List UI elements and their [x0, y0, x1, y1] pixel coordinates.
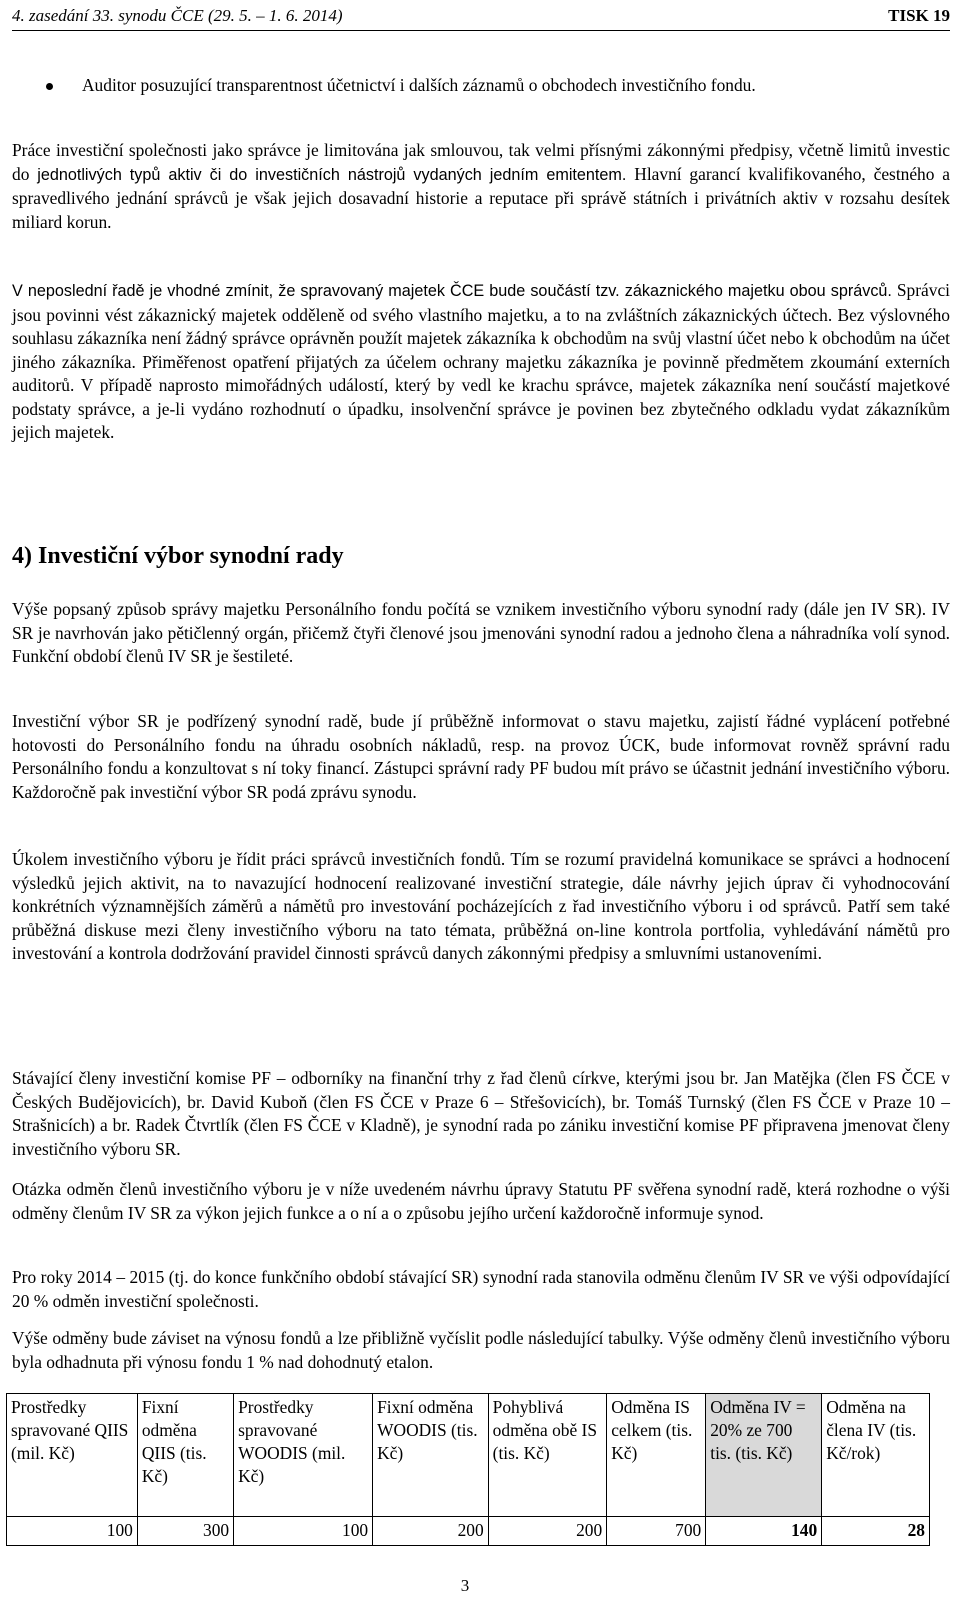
table-cell: 28: [822, 1517, 930, 1546]
table-header-cell: Prostředky spravované WOODIS (mil. Kč): [234, 1394, 373, 1517]
bullet-dot-icon: [46, 83, 53, 90]
paragraph-1: [12, 139, 950, 234]
paragraph-2: [12, 279, 950, 445]
bullet-text: Auditor posuzující transparentnost účetnictví i dalších záznamů o obchodech investičního fondu.: [82, 75, 756, 95]
paragraph-7: Otázka odměn členů investičního výboru je v níže uvedeném návrhu úpravy Statutu PF svěřena synodní radě, která rozhodne o výši odměny členům IV SR za výkon jejich funkce a o ní a o způsobu jejího určení každoročně informuje synod.: [12, 1179, 950, 1223]
paragraph-2-sans: V neposlední řadě je vhodné zmínit, že spravovaný majetek ČCE bude součástí tzv. zákaznického majetku obou správců.: [12, 282, 892, 300]
table-header-cell: Prostředky spravované QIIS (mil. Kč): [7, 1394, 138, 1517]
paragraph-8: Pro roky 2014 – 2015 (tj. do konce funkčního období stávající SR) synodní rada stanovila odměnu členům IV SR ve výši odpovídající 20 % odměn investiční společnosti.: [12, 1267, 950, 1311]
table-cell: 200: [373, 1517, 489, 1546]
page-number: 3: [460, 1576, 470, 1595]
paragraph-9: Výše odměny bude záviset na výnosu fondů a lze přibližně vyčíslit podle následující tabulky. Výše odměny členů investičního výboru byla odhadnuta při výnosu fondu 1 % nad dohodnutý etalon.: [12, 1328, 950, 1372]
header-meeting-info: 4. zasedání 33. synodu ČCE (29. 5. – 1. 6. 2014): [12, 6, 343, 25]
section-heading: 4) Investiční výbor synodní rady: [12, 543, 344, 569]
paragraph-6: Stávající členy investiční komise PF – odborníky na finanční trhy z řad členů církve, kterými jsou br. Jan Matějka (člen FS ČCE v Českých Budějovicích), br. David Kuboň (člen FS ČCE v Praze 6 – Střešovicích), br. Tomáš Turnský (člen FS ČCE v Praze 10 – Strašnicích) a br. Radek Čtvrtlík (člen FS ČCE v Kladně), je synodní rada po zániku investiční komise PF připravena jmenovat členy investičního výboru SR.: [12, 1068, 950, 1159]
table-cell: 300: [137, 1517, 233, 1546]
table-cell: 100: [234, 1517, 373, 1546]
table-header-cell: Pohyblivá odměna obě IS (tis. Kč): [488, 1394, 607, 1517]
table-row: [7, 1517, 930, 1546]
paragraph-1-start: Práce investiční společnosti jako správce je limitována jak smlouvou, tak velmi přísnými zákonnými předpisy, včetně limitů investic do: [12, 140, 950, 184]
table-header-cell: Odměna IV = 20% ze 700 tis. (tis. Kč): [706, 1394, 822, 1517]
table-cell: 700: [607, 1517, 706, 1546]
paragraph-1-sans: jednotlivých typů aktiv či do investičních nástrojů vydaných jedním emitentem.: [37, 165, 627, 184]
paragraph-4: Investiční výbor SR je podřízený synodní radě, bude jí průběžně informovat o stavu majetku, zajistí řádné vyplácení potřebné hotovosti do Personálního fondu na úhradu osobních nákladů, resp. na provoz ÚCK, bude informovat rovněž správní radu Personálního fondu a konzultovat s ní toky financí. Zástupci správní rady PF budou mít právo se účastnit jednání investičního výboru. Každoročně pak investiční výbor SR podá zprávu synodu.: [12, 711, 950, 802]
table-header-cell: Fixní odměna WOODIS (tis. Kč): [373, 1394, 489, 1517]
table-cell: 100: [7, 1517, 138, 1546]
paragraph-2-rest: Správci jsou povinni vést zákaznický majetek odděleně od svého vlastního majetku, a to na zvláštních zákaznických účtech. Bez výslovného souhlasu zákazníka není žádný správce oprávněn použít majetek zákazníka k obchodům na svůj vlastní účet nebo k obchodům na účet jiného zákazníka. Přiměřenost opatření přijatých za účelem ochrany majetku zákazníka je povinně předmětem zkoumání externích auditorů. V případě naprosto mimořádných událostí, který by vedl ke krachu správce, majetek zákazníka není součástí majetkové podstaty správce, a je-li vydáno rozhodnutí o úpadku, insolvenční správce je povinen bez zbytečného odkladu vydat zákazníkům jejich majetek.: [12, 280, 950, 442]
paragraph-5: Úkolem investičního výboru je řídit práci správců investičních fondů. Tím se rozumí pravidelná komunikace se správci a hodnocení výsledků jejich aktivit, na to navazující hodnocení realizované investiční strategie, dále návrhy jejich úprav či vyhodnocování konkrétních významnějších záměrů a námětů pro investování pocházejících z řad investičního výboru i od správců. Patří sem také průběžná diskuse mezi členy investičního výboru na tato témata, průběžná on-line kontrola portfolia, vyhledávání námětů pro investování a kontrola dodržování pravidel činnosti správců danych zákonnými předpisy a smluvními ustanoveními.: [12, 849, 950, 963]
table-header-cell: Odměna na člena IV (tis. Kč/rok): [822, 1394, 930, 1517]
table-cell: 200: [488, 1517, 607, 1546]
remuneration-table: [6, 1393, 930, 1546]
header-print-number: TISK 19: [888, 6, 950, 25]
table-header-cell: Odměna IS celkem (tis. Kč): [607, 1394, 706, 1517]
page-header: [12, 4, 950, 31]
bullet-item: [30, 74, 946, 98]
table-cell: 140: [706, 1517, 822, 1546]
table-header-row: [7, 1394, 930, 1517]
paragraph-1-rest: Hlavní garancí kvalifikovaného, čestného a spravedlivého jednání správců je však jejich dosavadní historie a reputace při správě státních i privátních aktiv v rozsahu desítek miliard korun.: [12, 163, 951, 232]
table-header-cell: Fixní odměna QIIS (tis. Kč): [137, 1394, 233, 1517]
paragraph-3: Výše popsaný způsob správy majetku Personálního fondu počítá se vznikem investičního výboru synodní rady (dále jen IV SR). IV SR je navrhován jako pětičlenný orgán, přičemž čtyři členové jsou jmenováni synodní radou a jednoho člena a náhradníka volí synod. Funkční období členů IV SR je šestileté.: [12, 599, 950, 666]
